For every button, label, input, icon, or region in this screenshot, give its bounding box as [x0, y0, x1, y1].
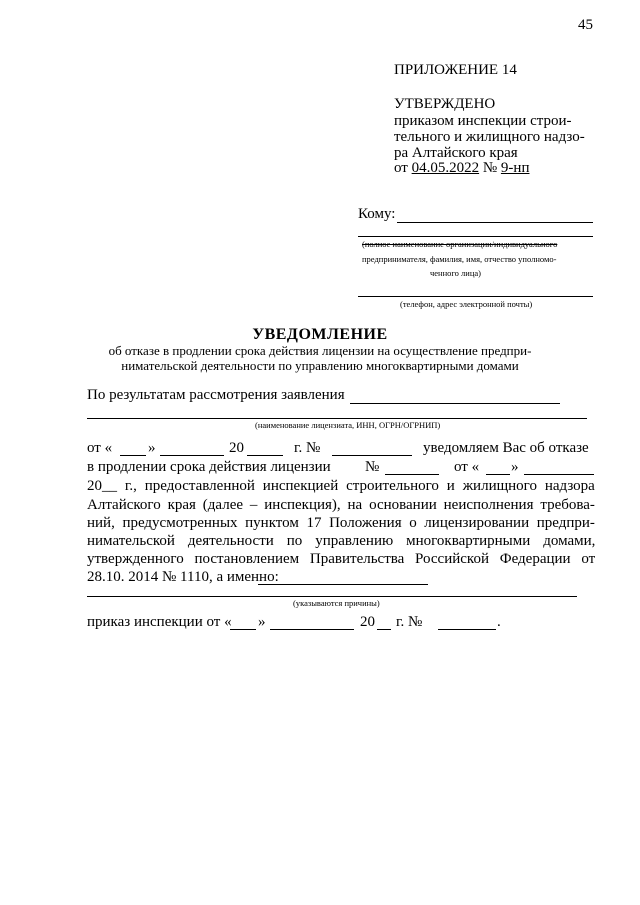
l2-month-line	[524, 474, 594, 475]
notice-subtitle-2: нимательской деятельности по управлению многоквартирными домами	[121, 358, 519, 373]
order-number-line	[438, 629, 496, 630]
to-label: Кому:	[358, 206, 396, 222]
contact-line	[358, 296, 593, 297]
para-line-5: ний, предусмотренных пунктом 17 Положения о лицензировании предпри-	[87, 515, 595, 531]
reasons-line	[87, 596, 577, 597]
to-line	[397, 222, 593, 223]
l1-notify: уведомляем Вас об отказе	[423, 440, 589, 456]
l1-year: 20	[229, 440, 244, 456]
intro-text: По результатам рассмотрения заявления	[87, 387, 345, 403]
order-day-line	[230, 629, 256, 630]
licensee-hint: (наименование лицензиата, ИНН, ОГРН/ОГРНИП)	[255, 420, 441, 430]
order-year: 20	[360, 614, 375, 630]
l2-number-line	[385, 474, 439, 475]
l1-quote: »	[148, 440, 156, 456]
order-line-2: тельного и жилищного надзо-	[394, 129, 585, 145]
l1-year-line	[247, 455, 283, 456]
l2-no: №	[365, 459, 380, 475]
order-month-line	[270, 629, 354, 630]
order-line-1: приказом инспекции строи-	[394, 113, 572, 129]
order-text: приказ инспекции от «	[87, 614, 232, 630]
date-prefix: от	[394, 160, 412, 176]
order-end: .	[497, 614, 501, 630]
number-prefix: №	[479, 160, 501, 176]
addressee-hint-1: (полное наименование организации/индивидуального	[362, 239, 558, 249]
para-line-8: 28.10. 2014 № 1110, а именно:	[87, 569, 279, 585]
para-line-7: утвержденного постановлением Правительства Российской Федерации от	[87, 551, 596, 567]
l1-day-line	[120, 455, 146, 456]
order-date-line	[394, 160, 529, 177]
para-line-6: нимательской деятельности по управлению многоквартирными домами,	[87, 533, 596, 549]
para-line-4: Алтайского края (далее – инспекция), на основании неисполнения требова-	[87, 497, 595, 513]
notice-title: УВЕДОМЛЕНИЕ	[252, 326, 388, 343]
l2-from: от «	[454, 459, 480, 475]
reasons-inline-line	[258, 584, 428, 585]
order-line-3: ра Алтайского края	[394, 145, 518, 161]
licensee-line	[87, 418, 587, 419]
application-line	[350, 403, 560, 404]
appendix-label: ПРИЛОЖЕНИЕ 14	[394, 62, 517, 78]
order-year-line	[377, 629, 391, 630]
l2-day-line	[486, 474, 510, 475]
page-number: 45	[578, 17, 593, 33]
l2-quote: »	[511, 459, 519, 475]
to-line-2	[358, 236, 593, 237]
l1-from: от «	[87, 440, 113, 456]
order-no: г. №	[396, 614, 423, 630]
addressee-hint-2: предпринимателя, фамилия, имя, отчество уполномо-	[362, 254, 557, 264]
addressee-hint-3: ченного лица)	[430, 268, 481, 278]
order-quote: »	[258, 614, 266, 630]
l2-text: в продлении срока действия лицензии	[87, 459, 331, 475]
approved-label: УТВЕРЖДЕНО	[394, 96, 496, 112]
contact-hint: (телефон, адрес электронной почты)	[400, 299, 533, 309]
l1-month-line	[160, 455, 224, 456]
l1-number-line	[332, 455, 412, 456]
l1-no: г. №	[294, 440, 321, 456]
order-number: 9-нп	[500, 160, 530, 176]
para-line-3: 20__ г., предоставленной инспекцией строительного и жилищного надзора	[87, 478, 595, 494]
order-date: 04.05.2022	[411, 160, 480, 176]
notice-subtitle-1: об отказе в продлении срока действия лицензии на осуществление предпри-	[108, 343, 532, 358]
reasons-hint: (указываются причины)	[293, 598, 380, 608]
